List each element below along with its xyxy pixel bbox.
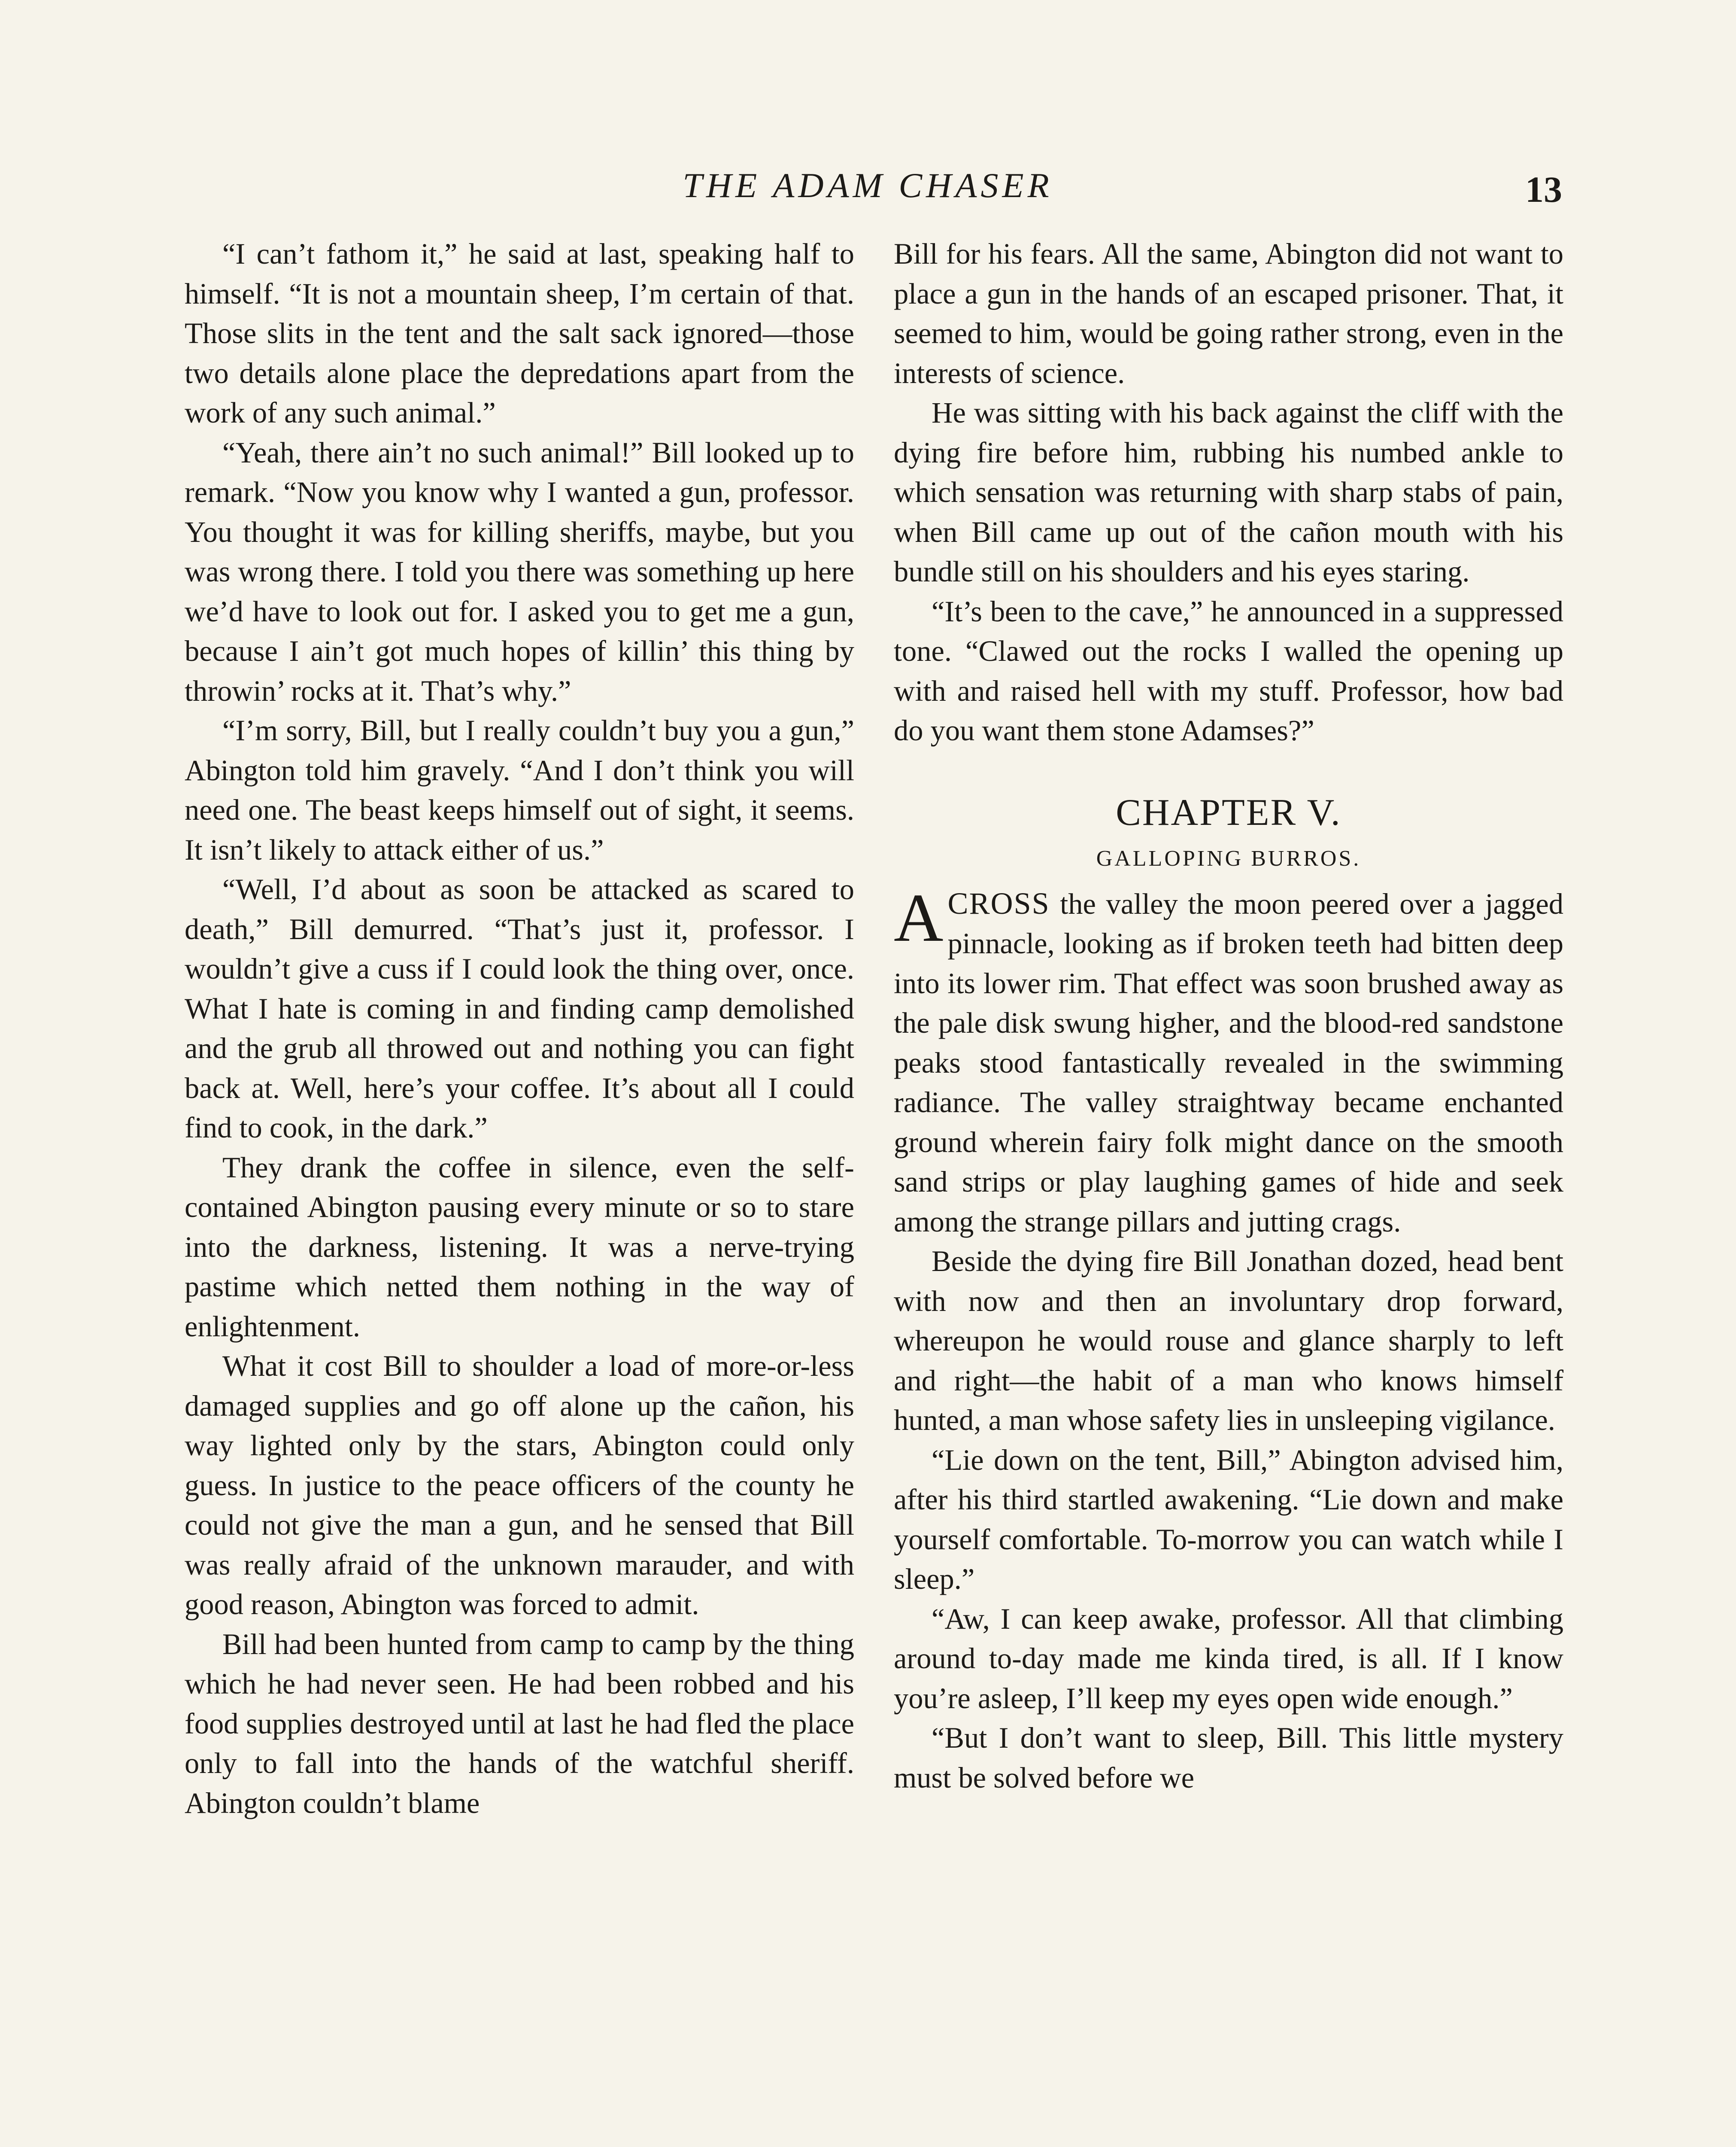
paragraph: “Yeah, there ain’t no such animal!” Bill looked up to remark. “Now you know why I wanted a gun, professor. You thought it was for killing sheriffs, maybe, but you was wrong there. I told you there was something up here we’d have to look out for. I asked you to get me a gun, because I ain’t got much hopes of killin’ this thing by throwin’ rocks at it. That’s why.” (185, 436, 854, 707)
chapter-opening-paragraph (894, 879, 1563, 1242)
paragraph: Bill had been hunted from camp to camp by the thing which he had never seen. He had been robbed and his food supplies destroyed until at last he had fled the place only to fall into the hands of the watchful sheriff. Abington couldn’t blame (185, 1627, 854, 1819)
paragraph: “Aw, I can keep awake, professor. All that climbing around to-day made me kinda tired, is all. If I know you’re asleep, I’ll keep my eyes open wide enough.” (894, 1602, 1563, 1715)
paragraph: “But I don’t want to sleep, Bill. This little mystery must be solved before we (894, 1721, 1563, 1794)
chapter-heading: CHAPTER V. (1116, 791, 1341, 833)
paragraph: “I’m sorry, Bill, but I really couldn’t buy you a gun,” Abington told him gravely. “And I don’t think you will need one. The beast keeps himself out of sight, it seems. It isn’t likely to attack either of us.” (185, 714, 854, 866)
paragraph: What it cost Bill to shoulder a load of more-or-less damaged supplies and go off alone up the cañon, his way lighted only by the stars, Abington could only guess. In justice to the peace officers of the county he could not give the man a gun, and he sensed that Bill was really afraid of the unknown marauder, and with good reason, Abington was forced to admit. (185, 1350, 854, 1621)
paragraph: He was sitting with his back against the cliff with the dying fire before him, rubbing his numbed ankle to which sensation was returning with sharp stabs of pain, when Bill came up out of the cañon mouth with his bundle still on his shoulders and his eyes staring. (894, 396, 1563, 588)
continued-paragraph: Bill for his fears. All the same, Abington did not want to place a gun in the hands of an escaped prisoner. That, it seemed to him, would be going rather strong, even in the interests of science. (894, 237, 1563, 389)
paragraph: “Well, I’d about as soon be attacked as scared to death,” Bill demurred. “That’s just it, professor. I wouldn’t give a cuss if I could look the thing over, once. What I hate is coming in and finding camp demolished and the grub all throwed out and nothing you can fight back at. Well, here’s your coffee. It’s about all I could find to cook, in the dark.” (185, 873, 854, 1144)
page-number: 13 (1525, 169, 1562, 210)
opening-smallcaps: CROSS (947, 886, 1050, 921)
left-column (185, 234, 854, 1823)
paragraph: Beside the dying fire Bill Jonathan dozed, head bent with now and then an involuntary drop forward, whereupon he would rouse and glance sharply to left and right—the habit of a man who knows himself hunted, a man whose safety lies in unsleeping vigilance. (894, 1245, 1563, 1436)
paragraph: “It’s been to the cave,” he announced in a suppressed tone. “Clawed out the rocks I walled the opening up with and raised hell with my stuff. Professor, how bad do you want them stone Adamses?” (894, 595, 1563, 747)
opening-text: the valley the moon peered over a jagged pinnacle, looking as if broken teeth had bitten deep into its lower rim. That effect was soon brushed away as the pale disk swung higher, and the blood-red sandstone peaks stood fantastically revealed in the swimming radiance. The valley straightway became enchanted ground wherein fairy folk might dance on the smooth sand strips or play laughing games of hide and seek among the strange pillars and jutting crags. (894, 887, 1563, 1238)
drop-cap: A (894, 879, 944, 956)
chapter-subtitle: GALLOPING BURROS. (1096, 846, 1361, 871)
paragraph: They drank the coffee in silence, even the self-contained Abington pausing every minute or so to stare into the darkness, listening. It was a nerve-trying pastime which netted them nothing in the way of enlightenment. (185, 1151, 854, 1343)
running-title: THE ADAM CHASER (683, 166, 1053, 205)
right-column (894, 234, 1563, 1797)
paragraph: “Lie down on the tent, Bill,” Abington advised him, after his third startled awakening. “Lie down and make yourself comfortable. To-morrow you can watch while I sleep.” (894, 1443, 1563, 1595)
paragraph: “I can’t fathom it,” he said at last, speaking half to himself. “It is not a mountain sheep, I’m certain of that. Those slits in the tent and the salt sack ignored—those two details alone place the depredations apart from the work of any such animal.” (185, 237, 854, 429)
page-header (173, 165, 1562, 217)
